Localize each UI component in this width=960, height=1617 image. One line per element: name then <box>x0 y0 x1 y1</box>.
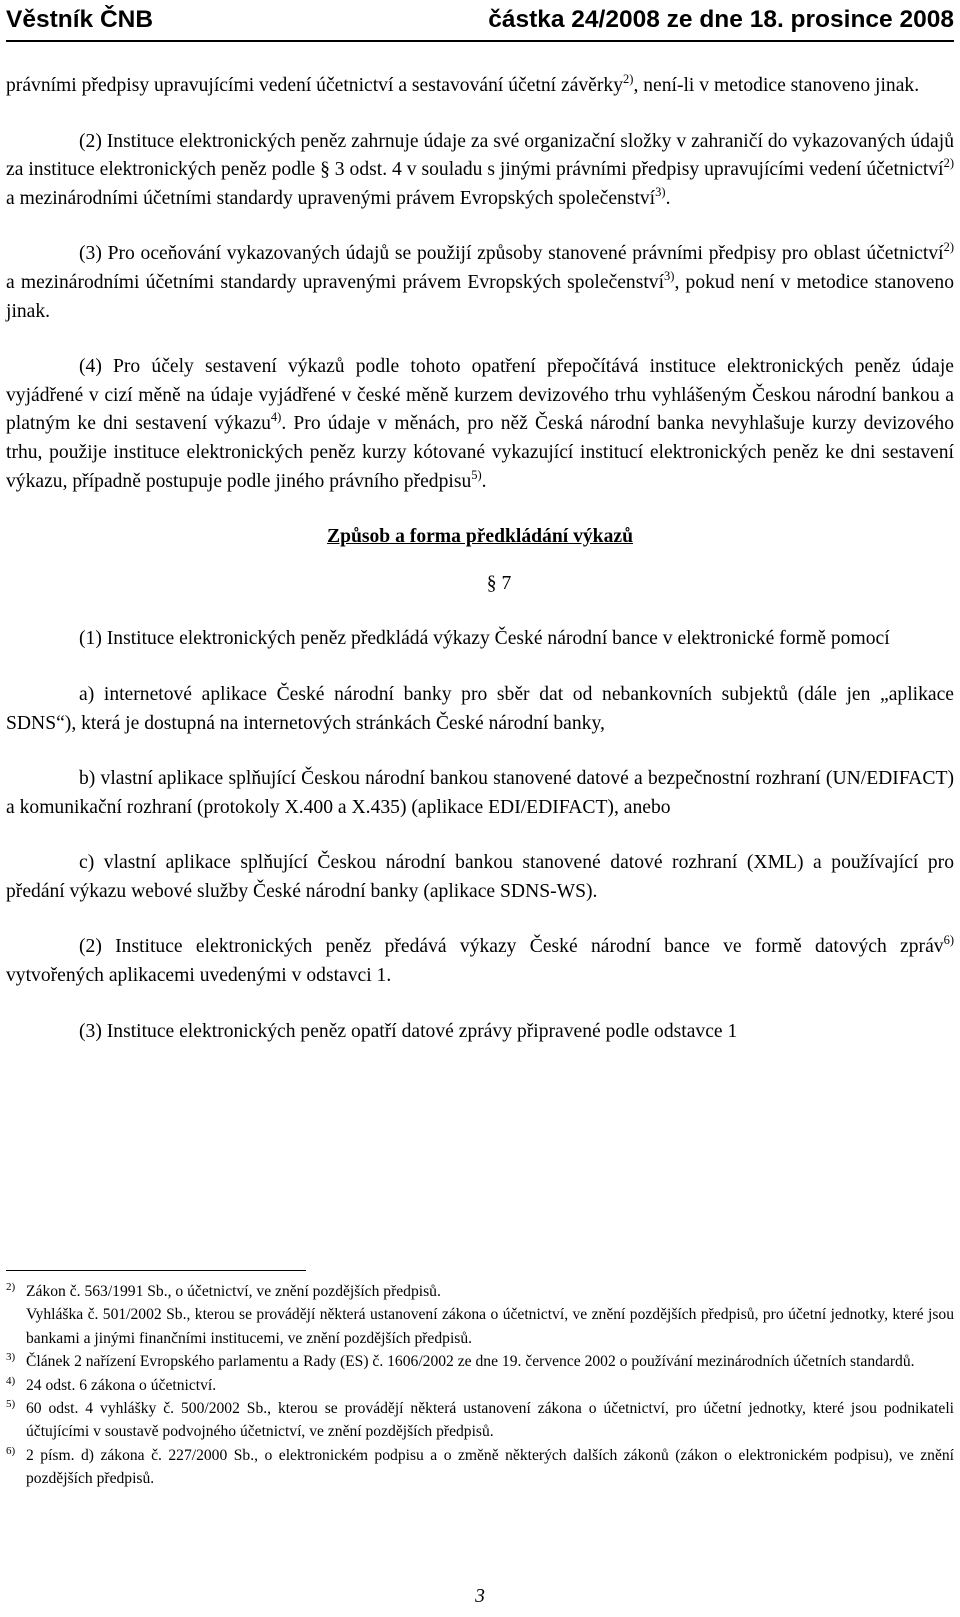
section-number: § 7 <box>486 572 512 594</box>
paragraph-2: (2) Instituce elektronických peněz zahrnuje údaje za své organizační složky v zahraničí do vykazovaných údajů za instituce elektronických peněz podle § 3 odst. 4 v souladu s jinými právními předpisy upravujícími vedení účetnictví$^{2)}$ a mezinárodními účetními standardy upravenými právem Evropských společenství$^{3)}$. <box>6 130 954 209</box>
footnote-ref: 2) <box>623 72 634 86</box>
paragraph-continuation: právními předpisy upravujícími vedení účetnictví a sestavování účetní závěrky$^{2)}$, není-li v metodice stanoveno jinak. <box>6 72 920 96</box>
footnote-2: 2) Zákon č. 563/1991 Sb., o účetnictví, ve znění pozdějších předpisů. Vyhláška č. 501/2002 Sb., kterou se provádějí některá ustanovení zákona o účetnictví, ve znění pozdějších předpisů, pro účetní jednotky, které jsou bankami a jinými finančními institucemi, ve znění pozdějších předpisů. <box>6 1281 954 1347</box>
list-item-b: b) vlastní aplikace splňující Českou národní bankou stanovené datové a bezpečnostní rozhraní (UN/EDIFACT) a komunikační rozhraní (protokoly X.400 a X.435) (aplikace EDI/EDIFACT), anebo <box>6 768 954 818</box>
footnote-ref: 4) <box>270 410 282 425</box>
footnote-ref: 2) <box>943 156 954 171</box>
footnote-ref: 5) <box>471 467 482 482</box>
page-number: 3 <box>475 1586 485 1607</box>
paragraph-s7-2: (2) Instituce elektronických peněz předává výkazy České národní bance ve formě datových zpráv$^{6)}$ vytvořených aplikacemi uvedenými v odstavci 1. <box>6 933 954 987</box>
footnote-ref: 6) <box>943 933 954 948</box>
paragraph-s7-3: (3) Instituce elektronických peněz opatří datové zprávy připravené podle odstavce 1 <box>79 1020 738 1042</box>
page-header <box>6 0 954 40</box>
footnote-3: 3) Článek 2 nařízení Evropského parlamentu a Rady (ES) č. 1606/2002 ze dne 19. července 2002 o používání mezinárodních účetních standardů. <box>6 1351 915 1371</box>
issue-info: částka 24/2008 ze dne 18. prosince 2008 <box>488 6 954 33</box>
document-body <box>6 72 954 1046</box>
footnote-ref: 3) <box>655 184 666 199</box>
footnotes <box>6 1280 954 1491</box>
footnote-rule <box>6 1270 306 1271</box>
footnote-ref: 2) <box>943 240 954 255</box>
footnote-ref: 3) <box>664 268 675 283</box>
paragraph-4: (4) Pro účely sestavení výkazů podle tohoto opatření přepočítává instituce elektronických peněz údaje vyjádřené v cizí měně na údaje vyjádřené v české měně kurzem devizového trhu vyhlášeným Českou národní bankou a platným ke dni sestavení výkazu$^{4)}$. Pro údaje v měnách, pro něž Česká národní banka nevyhlašuje kurzy devizového trhu, použije instituce elektronických peněz kurzy kótované vykazující institucí elektronických peněz ke dni sestavení výkazu, případně postupuje podle jiného právního předpisu$^{5)}$. <box>6 356 955 492</box>
paragraph-s7-1: (1) Instituce elektronických peněz předkládá výkazy České národní bance v elektronické formě pomocí <box>79 628 890 650</box>
list-item-a: a) internetové aplikace České národní banky pro sběr dat od nebankovních subjektů (dále jen „aplikace SDNS“), která je dostupná na internetových stránkách České národní banky, <box>6 683 954 734</box>
footnote-5: 5) 60 odst. 4 vyhlášky č. 500/2002 Sb., kterou se provádějí některá ustanovení zákona o účetnictví, pro účetní jednotky, které jsou podnikateli účtujícími v soustavě podvojného účetnictví, ve znění pozdějších předpisů. <box>6 1398 954 1441</box>
footnote-6: 6) 2 písm. d) zákona č. 227/2000 Sb., o elektronickém podpisu a o změně některých dalších zákonů (zákon o elektronickém podpisu), ve znění pozdějších předpisů. <box>6 1444 954 1488</box>
paragraph-3: (3) Pro oceňování vykazovaných údajů se použijí způsoby stanovené právními předpisy pro oblast účetnictví$^{2)}$ a mezinárodními účetními standardy upravenými právem Evropských společenství$^{3)}$, pokud není v metodice stanoveno jinak. <box>6 240 954 322</box>
journal-title: Věstník ČNB <box>6 6 154 33</box>
header-rule <box>6 40 954 42</box>
footnote-4: 4) 24 odst. 6 zákona o účetnictví. <box>6 1374 217 1394</box>
list-item-c: c) vlastní aplikace splňující Českou národní bankou stanovené datové rozhraní (XML) a používající pro předání výkazu webové služby České národní banky (aplikace SDNS-WS). <box>6 852 954 902</box>
section-heading: Způsob a forma předkládání výkazů <box>327 526 633 548</box>
